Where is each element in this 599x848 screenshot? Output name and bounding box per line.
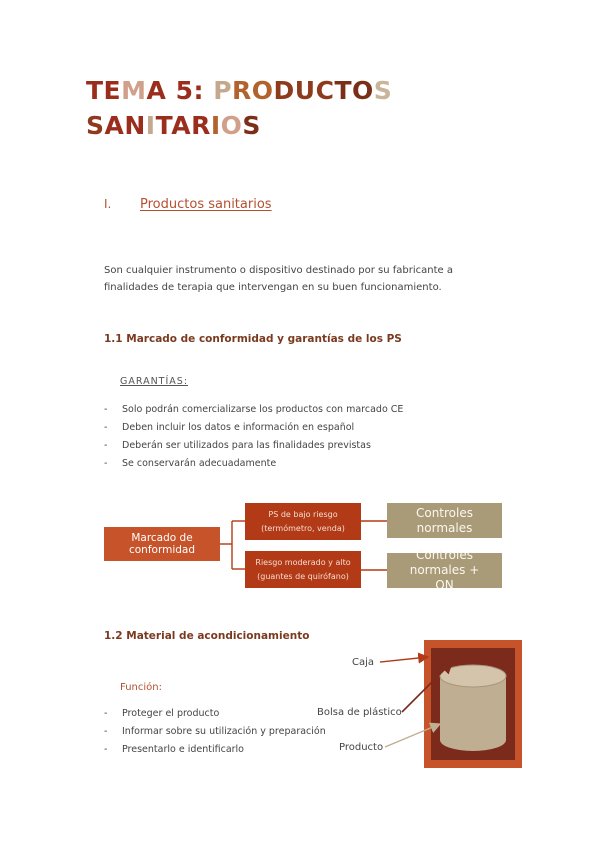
title-segment: TAR	[155, 111, 211, 140]
diagram-node-controles-normales: Controles normales	[387, 503, 502, 538]
list-item: - Deben incluir los datos e información en español	[104, 419, 403, 437]
node-text: Controles normales +	[409, 548, 480, 577]
node-text: (guantes de quirófano)	[257, 571, 349, 581]
list-item: - Deberán ser utilizados para las finalidades previstas	[104, 437, 403, 455]
list-item: - Informar sobre su utilización y preparación	[104, 723, 326, 741]
title-segment: M	[121, 76, 147, 105]
list-item: - Solo podrán comercializarse los productos con marcado CE	[104, 401, 403, 419]
title-segment: I	[210, 111, 221, 140]
title-segment: AN	[104, 111, 146, 140]
product-cylinder	[440, 665, 506, 751]
node-text: (termómetro, venda)	[261, 523, 345, 533]
title-segment: TE	[86, 76, 122, 105]
arrow-caja	[380, 657, 428, 662]
label-producto: Producto	[339, 742, 384, 753]
title-segment: TO	[334, 76, 374, 105]
garantias-label: GARANTÍAS:	[120, 376, 189, 387]
label-bolsa: Bolsa de plástico	[317, 707, 402, 718]
title-segment: DUC	[273, 76, 335, 105]
diagram-node-marcado: Marcado de conformidad	[104, 527, 220, 561]
label-caja: Caja	[352, 657, 375, 668]
node-text: PS de bajo riesgo	[268, 509, 338, 519]
title-segment: RO	[232, 76, 274, 105]
list-item: - Se conservarán adecuadamente	[104, 455, 403, 473]
node-text: Riesgo moderado y alto	[255, 557, 351, 567]
subsection-heading-1-1: 1.1 Marcado de conformidad y garantías de los PS	[104, 333, 402, 345]
subsection-heading-1-2: 1.2 Material de acondicionamiento	[104, 630, 310, 642]
title-segment: S	[373, 76, 393, 105]
funcion-label: Función:	[120, 682, 162, 693]
definition-paragraph: Son cualquier instrumento o dispositivo destinado por su fabricante a finalidades de terapia que intervengan en su buen funcionamiento.	[104, 265, 454, 293]
section-number: I.	[104, 197, 112, 211]
title-segment: S	[242, 111, 261, 140]
title-segment: A 5:	[146, 76, 214, 105]
title-segment: P	[213, 76, 233, 105]
title-segment: S	[86, 111, 105, 140]
list-item: - Proteger el producto	[104, 705, 326, 723]
list-item: - Presentarlo e identificarlo	[104, 741, 326, 759]
section-title: Productos sanitarios	[140, 197, 272, 212]
title-segment: I	[145, 111, 156, 140]
title-segment: O	[220, 111, 243, 140]
node-text: ON	[435, 578, 454, 592]
